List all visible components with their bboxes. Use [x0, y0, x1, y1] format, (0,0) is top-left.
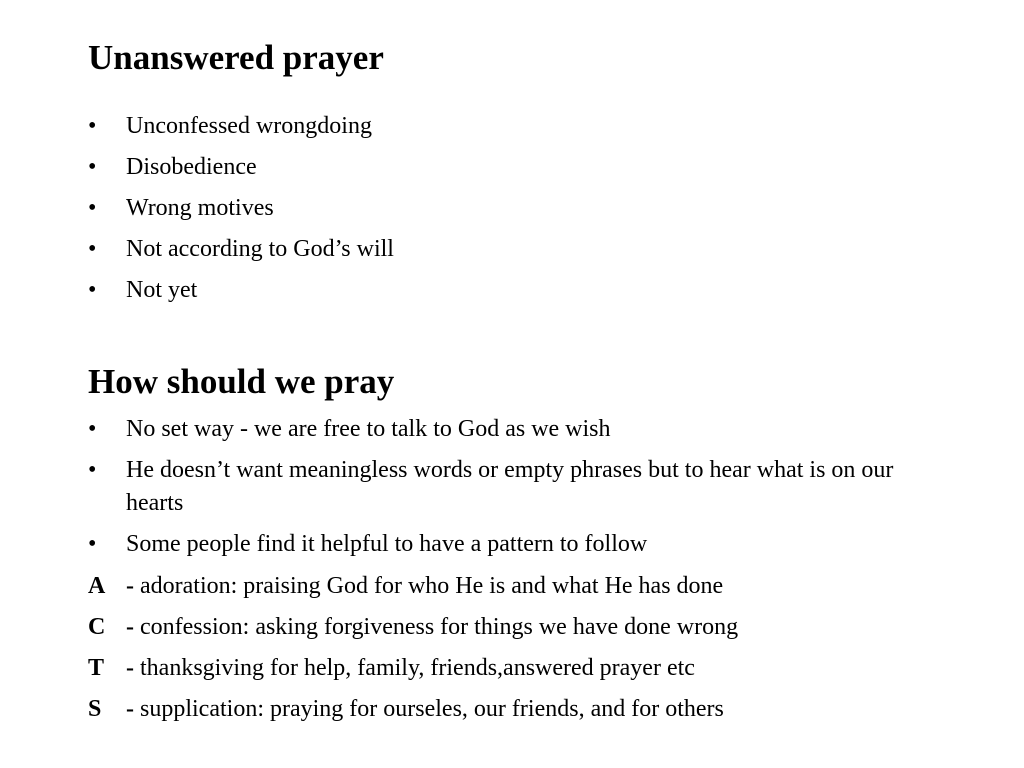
- list-item-text: He doesn’t want meaningless words or empty phrases but to hear what is on our hearts: [126, 457, 894, 516]
- acts-dash: -: [126, 573, 134, 599]
- acts-pattern-list: [88, 570, 738, 734]
- how-to-pray-list: [88, 413, 936, 569]
- bullet-icon: •: [88, 113, 97, 139]
- acts-item-adoration: [88, 570, 738, 603]
- list-item: [88, 528, 936, 561]
- list-item: [88, 454, 936, 520]
- list-item: [88, 274, 394, 307]
- bullet-icon: •: [88, 531, 97, 557]
- bullet-icon: •: [88, 277, 97, 303]
- list-item-text: Not according to God’s will: [126, 236, 394, 262]
- acts-text: adoration: praising God for who He is and what He has done: [134, 573, 724, 599]
- bullet-icon: •: [88, 236, 97, 262]
- list-item: [88, 110, 394, 143]
- list-item-text: Disobedience: [126, 154, 257, 180]
- acts-dash: -: [126, 614, 134, 640]
- list-item-text: Wrong motives: [126, 195, 274, 221]
- acts-text: thanksgiving for help, family, friends,answered prayer etc: [134, 655, 695, 681]
- list-item-text: Some people find it helpful to have a pattern to follow: [126, 531, 648, 557]
- list-item-text: Unconfessed wrongdoing: [126, 113, 372, 139]
- acts-dash: -: [126, 696, 134, 722]
- list-item: [88, 192, 394, 225]
- unanswered-prayer-list: [88, 110, 394, 315]
- acts-text: supplication: praying for ourseles, our friends, and for others: [134, 696, 724, 722]
- bullet-icon: •: [88, 195, 97, 221]
- bullet-icon: •: [88, 154, 97, 180]
- acts-letter: A: [88, 573, 106, 599]
- acts-text: confession: asking forgiveness for things we have done wrong: [134, 614, 739, 640]
- list-item: [88, 233, 394, 266]
- acts-letter: C: [88, 614, 106, 640]
- list-item: [88, 413, 936, 446]
- list-item: [88, 151, 394, 184]
- list-item-text: No set way - we are free to talk to God as we wish: [126, 416, 611, 442]
- acts-item-thanksgiving: [88, 652, 738, 685]
- acts-item-supplication: [88, 693, 738, 726]
- acts-letter: T: [88, 655, 105, 681]
- heading-how-should-we-pray: How should we pray: [88, 362, 395, 401]
- bullet-icon: •: [88, 457, 97, 483]
- acts-letter: S: [88, 696, 102, 722]
- bullet-icon: •: [88, 416, 97, 442]
- list-item-text: Not yet: [126, 277, 198, 303]
- heading-unanswered-prayer: Unanswered prayer: [88, 38, 384, 77]
- acts-dash: -: [126, 655, 134, 681]
- acts-item-confession: [88, 611, 738, 644]
